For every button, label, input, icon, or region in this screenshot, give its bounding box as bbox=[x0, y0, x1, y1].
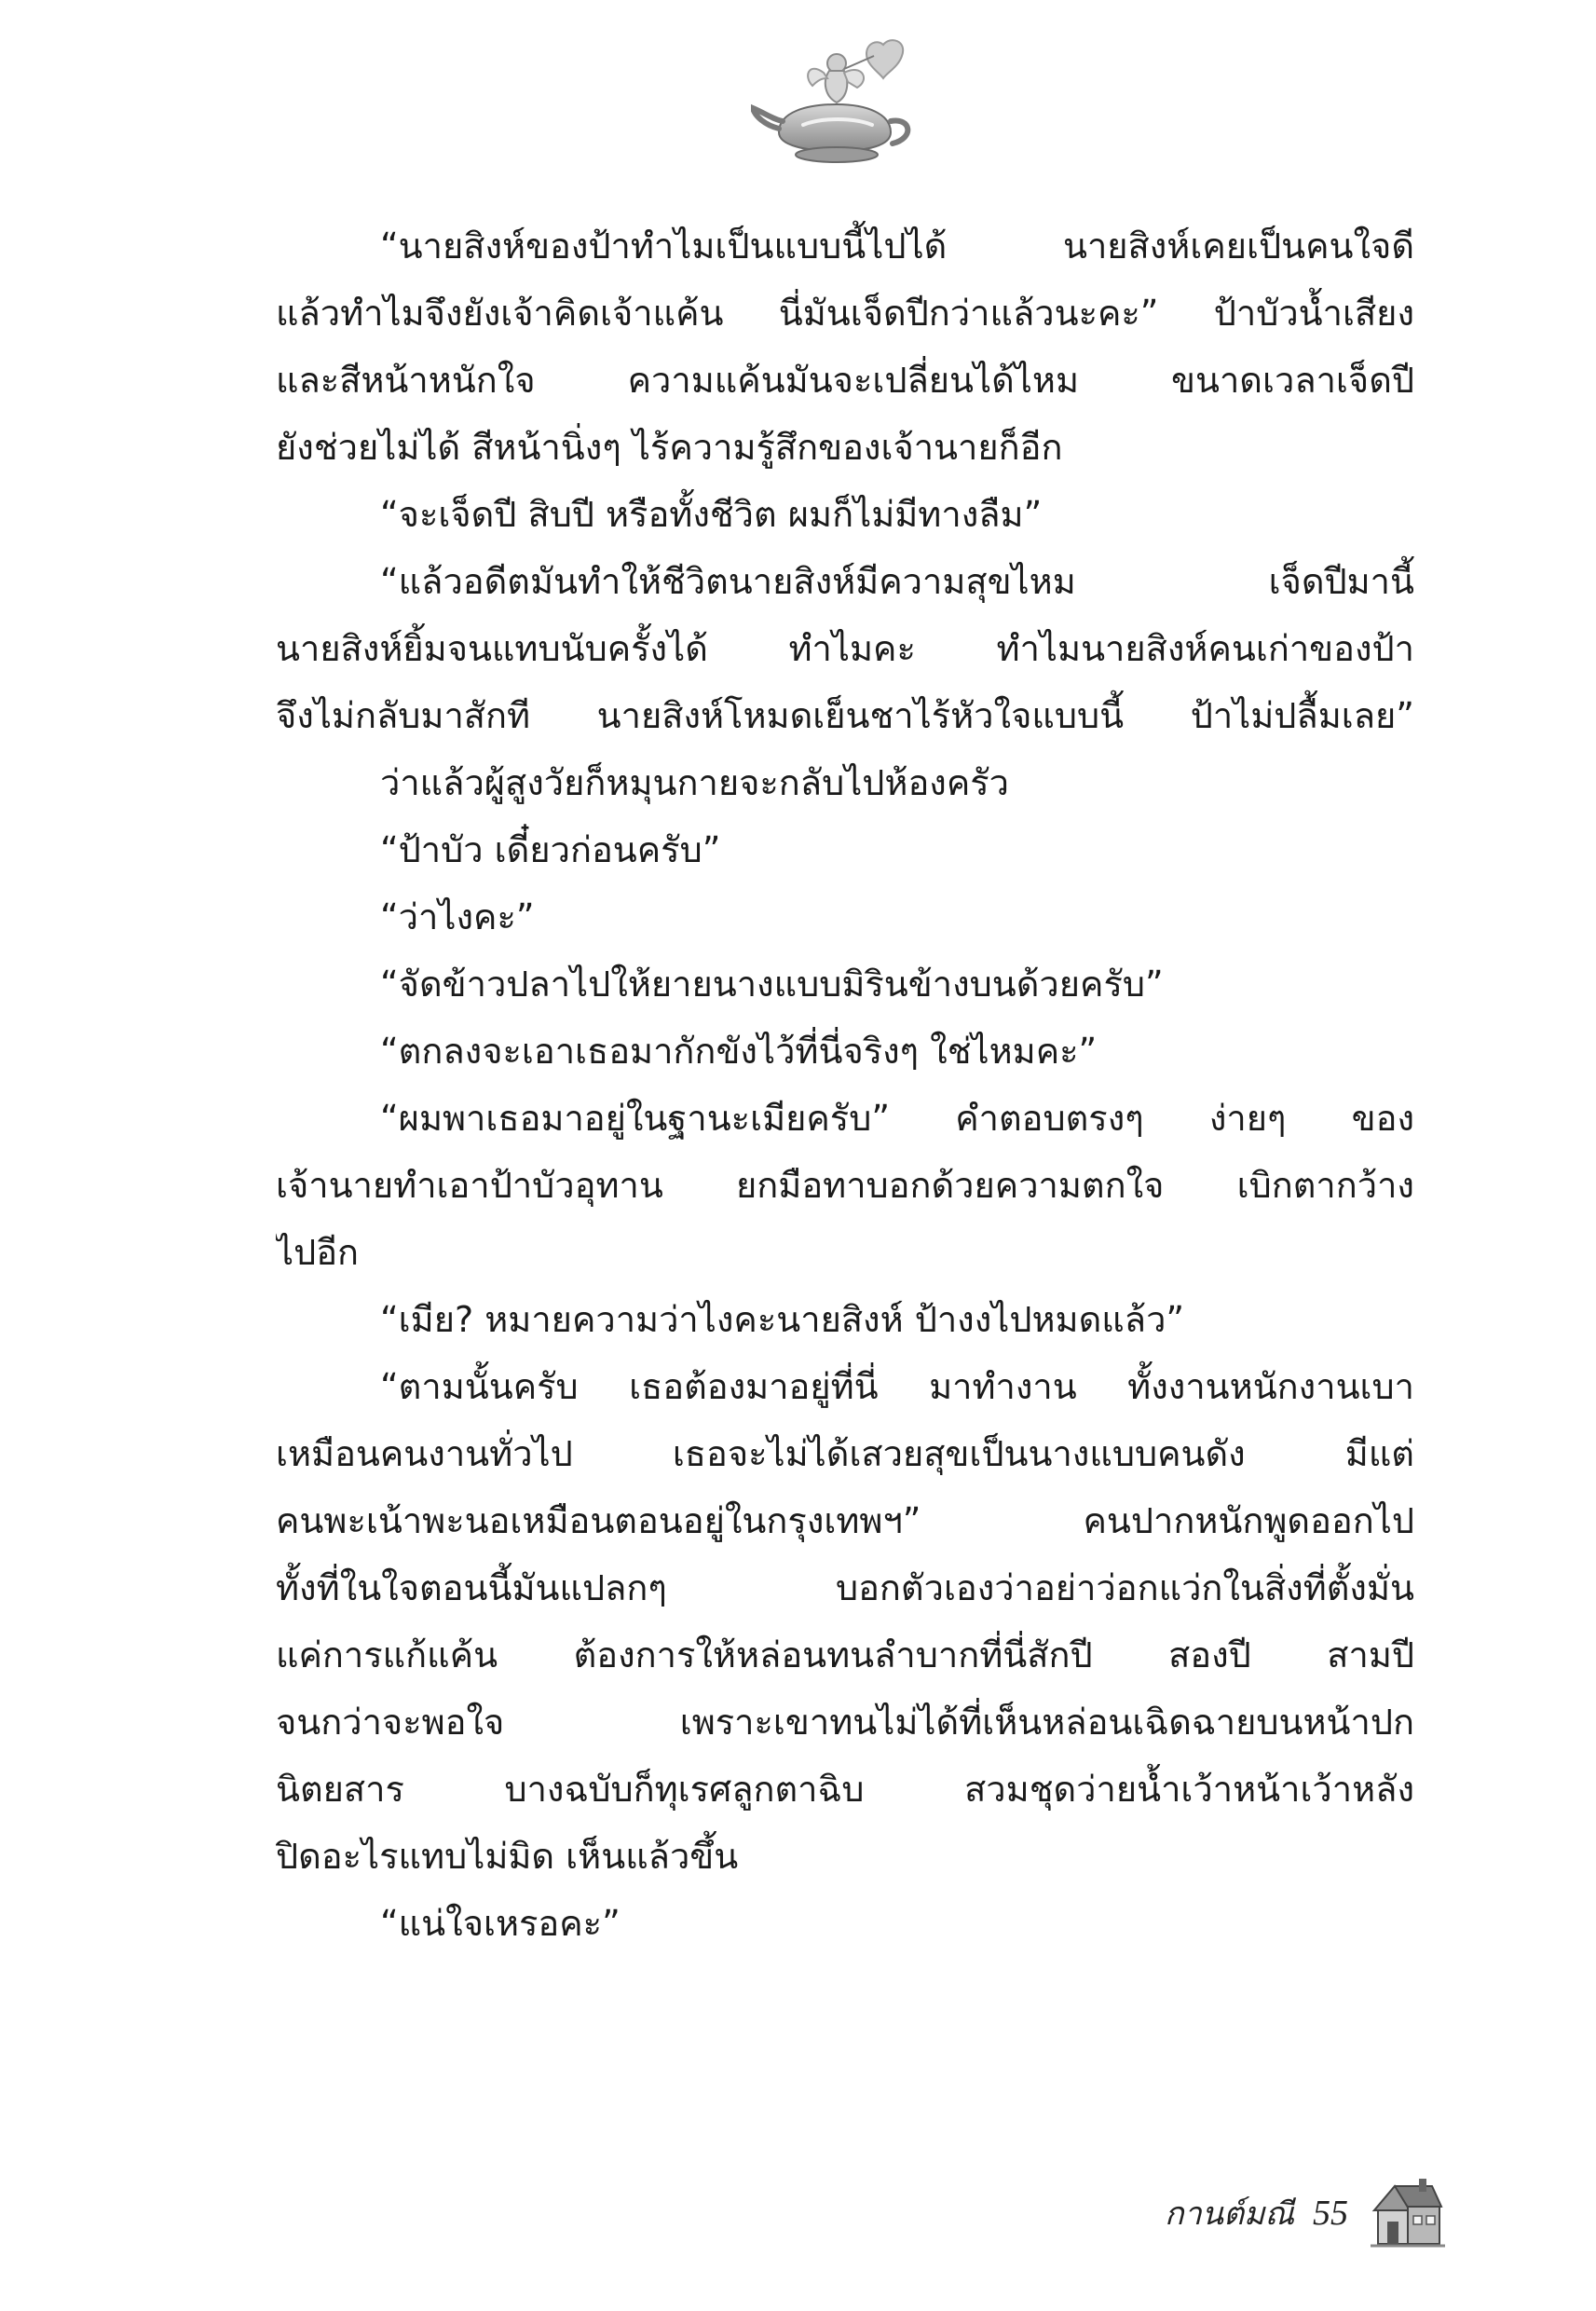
page-footer bbox=[1165, 2171, 1447, 2255]
text-line: “ตามนั้นครับ เธอต้องมาอยู่ที่นี่ มาทำงาน ทั้งงานหนักงานเบา bbox=[380, 1366, 1414, 1407]
text-line: ยังช่วยไม่ได้ สีหน้านิ่งๆ ไร้ความรู้สึกของเจ้านายก็อีก bbox=[276, 427, 1063, 468]
text-line: “เมีย? หมายความว่าไงคะนายสิงห์ ป้างงไปหมดแล้ว” bbox=[380, 1299, 1185, 1340]
text-line: “ตกลงจะเอาเธอมากักขังไว้ที่นี่จริงๆ ใช่ไหมคะ” bbox=[380, 1031, 1098, 1072]
body-text bbox=[276, 212, 1414, 1957]
house-icon bbox=[1367, 2173, 1447, 2253]
text-line: ว่าแล้วผู้สูงวัยก็หมุนกายจะกลับไปห้องครัว bbox=[380, 762, 1010, 803]
text-line: “นายสิงห์ของป้าทำไมเป็นแบบนี้ไปได้ นายสิงห์เคยเป็นคนใจดี bbox=[380, 226, 1414, 267]
text-line: ทั้งที่ในใจตอนนี้มันแปลกๆ บอกตัวเองว่าอย่าว่อกแว่กในสิ่งที่ตั้งมั่น bbox=[276, 1567, 1414, 1608]
text-line: คนพะเน้าพะนอเหมือนตอนอยู่ในกรุงเทพฯ” คนปากหนักพูดออกไป bbox=[276, 1500, 1414, 1541]
text-line: “จะเจ็ดปี สิบปี หรือทั้งชีวิต ผมก็ไม่มีทางลืม” bbox=[380, 494, 1043, 535]
text-line: ปิดอะไรแทบไม่มิด เห็นแล้วขึ้น bbox=[276, 1836, 739, 1877]
text-line: “ว่าไงคะ” bbox=[380, 896, 535, 937]
text-line: “แล้วอดีตมันทำให้ชีวิตนายสิงห์มีความสุขไหม เจ็ดปีมานี้ bbox=[380, 561, 1414, 602]
text-line: แล้วทำไมจึงยังเจ้าคิดเจ้าแค้น นี่มันเจ็ดปีกว่าแล้วนะคะ” ป้าบัวน้ำเสียง bbox=[276, 293, 1414, 334]
text-line: แค่การแก้แค้น ต้องการให้หล่อนทนลำบากที่นี่สักปี สองปี สามปี bbox=[276, 1634, 1414, 1675]
text-line: จนกว่าจะพอใจ เพราะเขาทนไม่ได้ที่เห็นหล่อนเฉิดฉายบนหน้าปก bbox=[276, 1702, 1414, 1743]
page-number: 55 bbox=[1313, 2194, 1348, 2233]
text-line: “จัดข้าวปลาไปให้ยายนางแบบมิรินข้างบนด้วยครับ” bbox=[380, 964, 1164, 1005]
text-line: นายสิงห์ยิ้มจนแทบนับครั้งได้ ทำไมคะ ทำไมนายสิงห์คนเก่าของป้า bbox=[276, 628, 1414, 669]
text-line: ไปอีก bbox=[276, 1232, 360, 1273]
text-line: และสีหน้าหนักใจ ความแค้นมันจะเปลี่ยนได้ไหม ขนาดเวลาเจ็ดปี bbox=[276, 360, 1414, 401]
text-line: นิตยสาร บางฉบับก็ทุเรศลูกตาฉิบ สวมชุดว่ายน้ำเว้าหน้าเว้าหลัง bbox=[276, 1769, 1414, 1810]
text-line: เหมือนคนงานทั่วไป เธอจะไม่ได้เสวยสุขเป็นนางแบบคนดัง มีแต่ bbox=[276, 1433, 1414, 1474]
book-title: กานต์มณี bbox=[1165, 2195, 1294, 2233]
text-line: จึงไม่กลับมาสักที นายสิงห์โหมดเย็นชาไร้หัวใจแบบนี้ ป้าไม่ปลื้มเลย” bbox=[276, 695, 1414, 736]
text-line: “ป้าบัว เดี๋ยวก่อนครับ” bbox=[380, 829, 721, 870]
teapot-cupid-ornament-icon bbox=[751, 35, 919, 166]
text-line: “แน่ใจเหรอคะ” bbox=[380, 1903, 621, 1944]
text-line: “ผมพาเธอมาอยู่ในฐานะเมียครับ” คำตอบตรงๆ ง่ายๆ ของ bbox=[380, 1098, 1414, 1139]
text-line: เจ้านายทำเอาป้าบัวอุทาน ยกมือทาบอกด้วยความตกใจ เบิกตากว้าง bbox=[276, 1165, 1414, 1206]
